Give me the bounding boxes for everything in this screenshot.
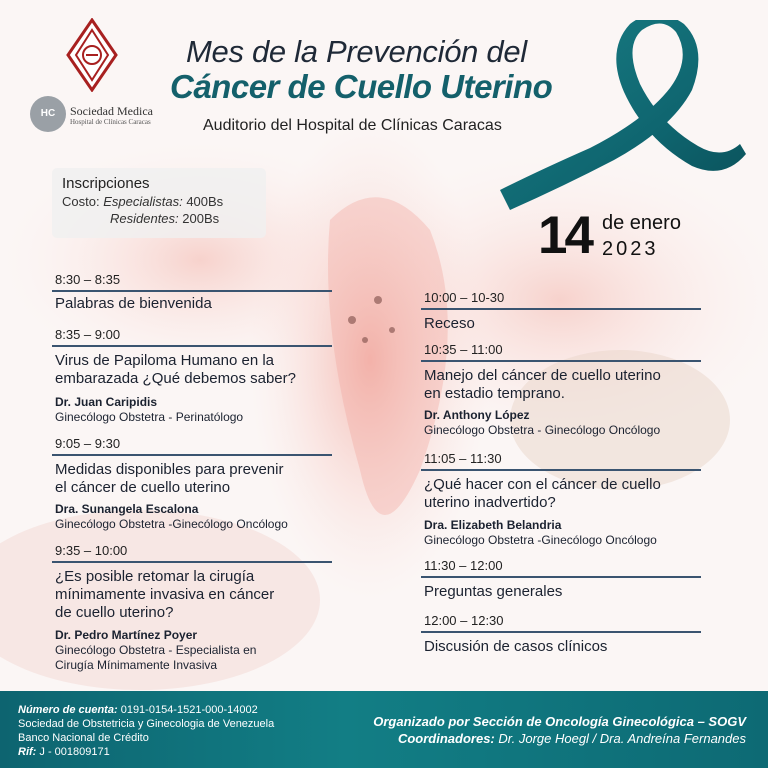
registration-box: [52, 168, 266, 238]
talk-title: mínimamente invasiva en cáncer: [55, 586, 275, 603]
registration-heading: Inscripciones: [62, 175, 150, 192]
talk-title: Palabras de bienvenida: [55, 295, 212, 312]
divider: [421, 469, 701, 471]
coordinators-label: Coordinadores:: [397, 731, 495, 746]
cost-label: Costo:: [62, 194, 100, 209]
rif-label: Rif:: [18, 746, 37, 758]
talk-title: en estadio temprano.: [424, 385, 565, 402]
divider: [52, 561, 332, 563]
hospital-emblem-icon: HC: [30, 96, 66, 132]
page-title-line1: Mes de la Prevención del: [186, 34, 527, 69]
divider: [421, 576, 701, 578]
speaker-role: Ginecólogo Obstetra - Especialista en: [55, 643, 257, 657]
rif-value: J - 001809171: [39, 746, 110, 758]
divider: [52, 454, 332, 456]
logo-text: Sociedad Medica: [70, 104, 153, 118]
logo-subtext: Hospital de Clínicas Caracas: [70, 118, 151, 126]
schedule-time: 10:00 – 10-30: [424, 290, 505, 305]
venue: Auditorio del Hospital de Clínicas Caracas: [203, 117, 502, 134]
residents-label: Residentes:: [110, 211, 179, 226]
schedule-time: 11:30 – 12:00: [424, 558, 503, 573]
rif-line: [18, 745, 274, 759]
organizer: Organizado por Sección de Oncología Ginecológica – SOGV: [373, 714, 746, 729]
talk-title: Medidas disponibles para prevenir: [55, 461, 284, 478]
account-line: [18, 703, 274, 717]
teal-ribbon-icon: [440, 20, 750, 210]
divider: [52, 345, 332, 347]
talk-title: embarazada ¿Qué debemos saber?: [55, 370, 296, 387]
divider: [421, 308, 701, 310]
schedule-time: 12:00 – 12:30: [424, 613, 504, 628]
talk-title: el cáncer de cuello uterino: [55, 479, 231, 496]
event-month: de enero: [602, 212, 681, 234]
specialists-price: 400Bs: [186, 194, 224, 209]
schedule-time: 11:05 – 11:30: [424, 451, 502, 466]
talk-title: ¿Es posible retomar la cirugía: [55, 568, 255, 585]
coordinators: Dr. Jorge Hoegl / Dra. Andreína Fernandes: [498, 731, 746, 746]
residents-cost: [62, 211, 256, 226]
bank-info: [18, 703, 274, 759]
divider: [421, 631, 701, 633]
speaker-role: Ginecólogo Obstetra - Ginecólogo Oncólogo: [424, 423, 661, 437]
talk-title: de cuello uterino?: [55, 604, 174, 621]
talk-title: Manejo del cáncer de cuello uterino: [424, 367, 661, 384]
speaker-name: Dr. Pedro Martínez Poyer: [55, 628, 198, 642]
schedule-time: 9:35 – 10:00: [55, 543, 128, 558]
talk-title: Virus de Papiloma Humano en la: [55, 352, 275, 369]
speaker-name: Dr. Anthony López: [424, 408, 530, 422]
schedule-time: 10:35 – 11:00: [424, 342, 503, 357]
speaker-role: Ginecólogo Obstetra -Ginecólogo Oncólogo: [424, 533, 657, 547]
speaker-name: Dra. Elizabeth Belandria: [424, 518, 562, 532]
divider: [52, 290, 332, 292]
diamond-logo-icon: [66, 18, 118, 92]
speaker-role: Ginecólogo Obstetra - Perinatólogo: [55, 410, 244, 424]
page-title-line2: Cáncer de Cuello Uterino: [170, 68, 553, 105]
talk-title: Preguntas generales: [424, 583, 563, 600]
talk-title: ¿Qué hacer con el cáncer de cuello: [424, 476, 661, 493]
account-number: 0191-0154-1521-000-14002: [120, 704, 258, 716]
schedule-time: 8:30 – 8:35: [55, 272, 121, 287]
schedule-time: 9:05 – 9:30: [55, 436, 121, 451]
speaker-name: Dr. Juan Caripidis: [55, 395, 158, 409]
specialists-cost: [62, 194, 256, 209]
talk-title: Receso: [424, 315, 475, 332]
account-label: Número de cuenta:: [18, 704, 118, 716]
speaker-role: Cirugía Mínimamente Invasiva: [55, 658, 218, 672]
residents-price: 200Bs: [182, 211, 220, 226]
organizer-info: [373, 713, 746, 747]
speaker-name: Dra. Sunangela Escalona: [55, 502, 199, 516]
speaker-role: Ginecólogo Obstetra -Ginecólogo Oncólogo: [55, 517, 288, 531]
divider: [421, 360, 701, 362]
talk-title: uterino inadvertido?: [424, 494, 556, 511]
bank-name: Banco Nacional de Crédito: [18, 732, 149, 744]
society-name: Sociedad de Obstetricia y Ginecologia de Venezuela: [18, 718, 275, 730]
event-day: 14: [538, 206, 591, 265]
event-year: 2023: [602, 238, 659, 260]
specialists-label: Especialistas:: [103, 194, 183, 209]
schedule-time: 8:35 – 9:00: [55, 327, 121, 342]
talk-title: Discusión de casos clínicos: [424, 638, 608, 655]
sociedad-medica-logo: [30, 96, 160, 136]
